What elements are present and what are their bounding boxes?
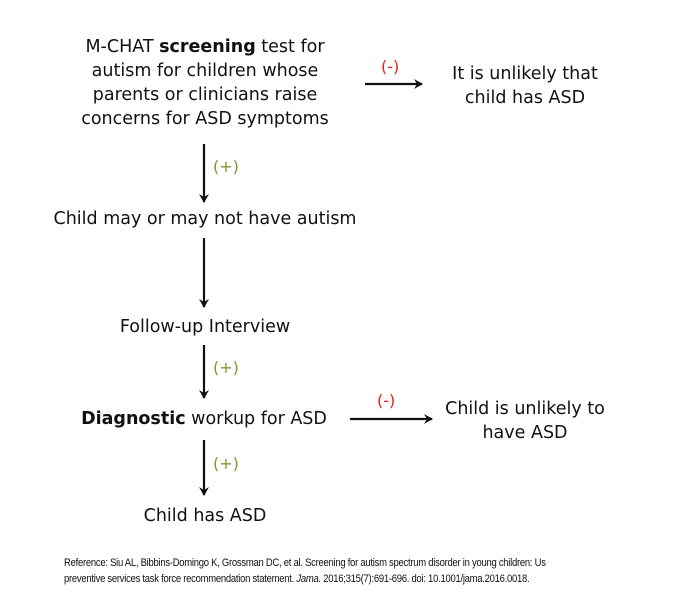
reference-line2: preventive services task force recommendation statement. Jama. 2016;315(7):691-696. doi: 10.1001/jama.2016.0018. [64,573,530,585]
node-maybe-autism: Child may or may not have autism [53,209,357,229]
node-unlikely-screen [425,62,625,110]
screening-line4: concerns for ASD symptoms [81,109,329,129]
edge-label-diagnostic-negative: (-) [377,391,396,410]
node-diagnostic-workup [58,407,350,431]
edge-label-diagnostic-positive: (+) [213,454,239,473]
screening-line2: autism for children whose [91,61,319,81]
reference-line1: Reference: Siu AL, Bibbins-Domingo K, Grossman DC, et al. Screening for autism spectrum disorder in young children: Us [64,557,546,569]
edge-label-screen-positive: (+) [213,157,239,176]
node-child-has-asd: Child has ASD [143,506,267,526]
edge-label-screen-negative: (-) [381,57,400,76]
unlikely-screen-line1: It is unlikely that [452,64,598,84]
diagnostic-rest: workup for ASD [185,409,327,429]
edge-label-followup-positive: (+) [213,358,239,377]
node-unlikely-diagnostic [425,397,625,445]
screening-line3: parents or clinicians raise [92,85,318,105]
screening-line1: M-CHAT screening test for [85,37,325,57]
unlikely-diag-line1: Child is unlikely to [445,399,605,419]
diagnostic-bold: Diagnostic [81,409,186,429]
unlikely-diag-line2: have ASD [482,423,568,443]
node-screening [40,35,370,131]
node-followup-interview: Follow-up Interview [119,317,291,337]
reference-citation [64,555,580,587]
unlikely-screen-line2: child has ASD [464,88,586,108]
